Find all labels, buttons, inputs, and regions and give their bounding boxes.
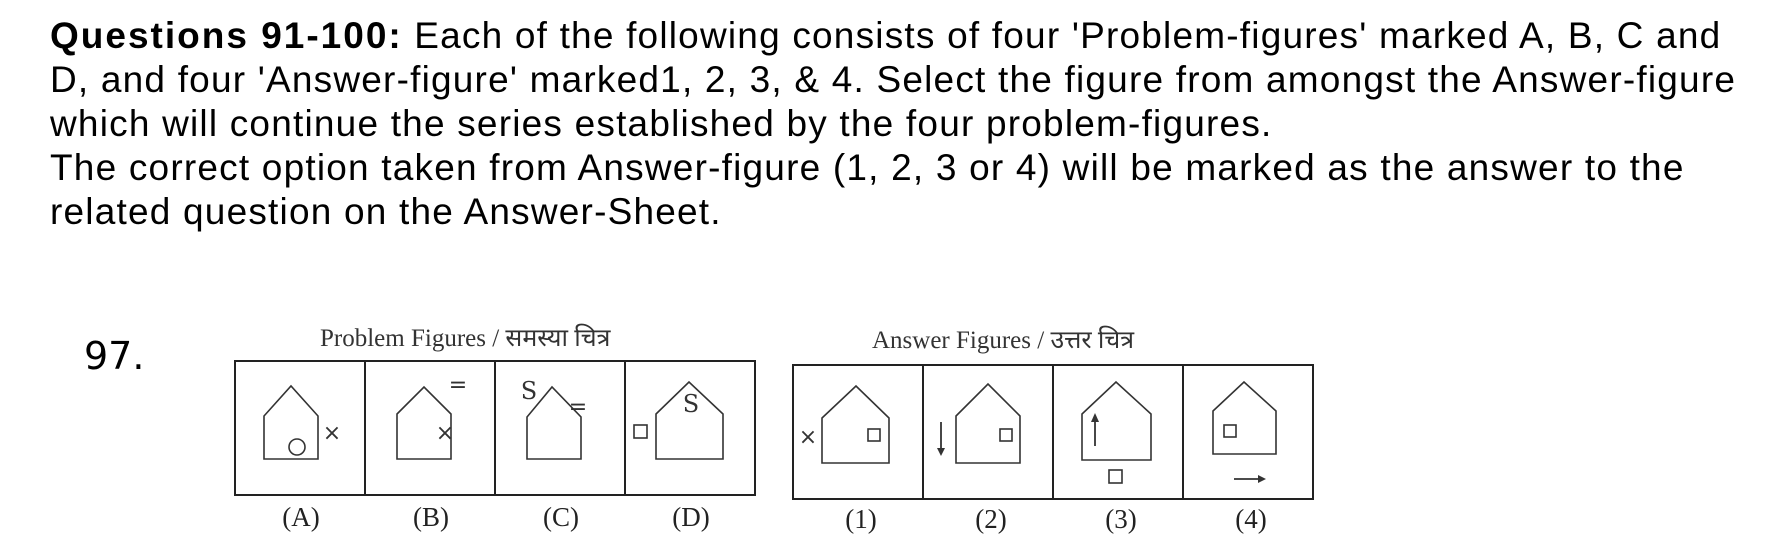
problem-label-a: (A) (282, 502, 320, 532)
problem-figure-d (626, 362, 754, 494)
house-shape (1213, 382, 1276, 454)
problem-figure-c (496, 362, 626, 494)
square-symbol (1224, 425, 1236, 437)
question-number: 97. (84, 334, 145, 378)
problem-figure-labels (236, 502, 756, 533)
problem-figures-panel (234, 360, 756, 496)
answer-figures-panel (792, 364, 1314, 500)
instructions-paragraph-2: The correct option taken from Answer-figure (1, 2, 3 or 4) will be marked as the answer to the related question on the Answer-Sheet. (50, 147, 1685, 232)
problem-label-d: (D) (672, 502, 710, 532)
house-shape (264, 386, 318, 459)
problem-label-b: (B) (413, 502, 449, 532)
house-shape (956, 384, 1020, 463)
answer-figure-1 (794, 366, 924, 498)
down-arrow-head (937, 448, 945, 456)
section-heading: Questions 91-100: (50, 15, 403, 56)
problem-figure-a (236, 362, 366, 494)
answer-figure-3 (1054, 366, 1184, 498)
answer-figures-heading: Answer Figures / उत्तर चित्र (872, 327, 1135, 354)
circle-symbol (289, 439, 305, 455)
cross-symbol: × (435, 421, 455, 446)
up-arrow-head (1091, 413, 1099, 422)
answer-figure-4 (1184, 366, 1312, 498)
answer-label-2: (2) (975, 504, 1007, 534)
square-symbol (1109, 470, 1122, 483)
letter-s-symbol: S (520, 377, 538, 405)
cross-symbol: × (322, 421, 342, 446)
instructions-text-1: Each of the following consists of four 'Problem-figures' marked A, B, C and D, and four 'Answer-figure' marked1, 2, 3, & 4. Select the figure from amongst the Answer-figure which will continue the series established by the four problem-figures. (50, 15, 1737, 144)
answer-figure-2 (924, 366, 1054, 498)
answer-figure-labels (796, 504, 1316, 535)
equals-symbol: = (448, 373, 468, 398)
answer-label-4: (4) (1235, 504, 1267, 534)
cross-symbol: × (798, 425, 818, 450)
square-symbol (1000, 429, 1012, 441)
letter-s-symbol: S (682, 390, 700, 418)
problem-figure-b (366, 362, 496, 494)
square-symbol (634, 425, 647, 438)
house-shape (822, 386, 889, 463)
equals-symbol: = (568, 395, 588, 420)
problem-figures-heading: Problem Figures / समस्या चित्र (320, 325, 611, 352)
right-arrow-head (1258, 475, 1266, 483)
answer-label-1: (1) (845, 504, 877, 534)
instructions-paragraph-1 (50, 14, 1750, 146)
answer-label-3: (3) (1105, 504, 1137, 534)
square-symbol (868, 429, 880, 441)
instructions-block (50, 14, 1750, 234)
problem-label-c: (C) (543, 502, 579, 532)
